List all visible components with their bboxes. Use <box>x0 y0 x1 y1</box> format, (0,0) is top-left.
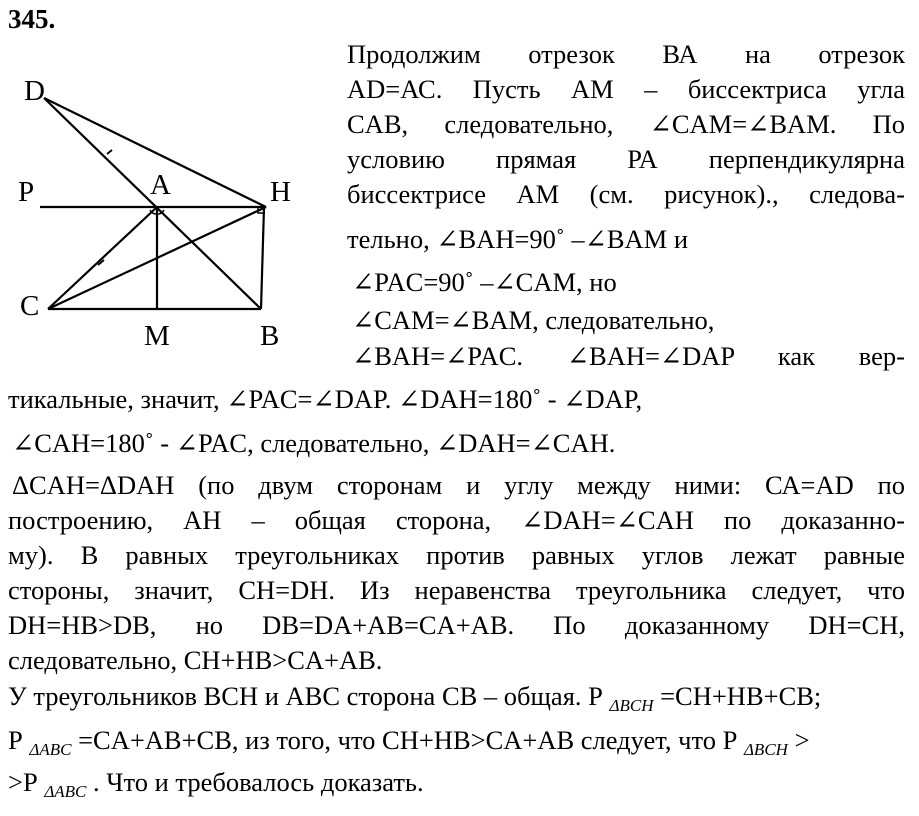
text-line-6: тельно, ∠BAH=90˚ –∠BAM и <box>347 224 689 254</box>
subscript-bch: ΔBCH <box>609 696 654 715</box>
text-line-18 <box>8 680 905 722</box>
label-P: P <box>18 176 35 208</box>
text-line-19 <box>8 724 905 766</box>
text-line-18-b: =CH+HB+CB; <box>660 681 822 711</box>
label-H: H <box>270 176 291 208</box>
subscript-abc: ΔABC <box>29 740 72 759</box>
segment-HB <box>261 207 264 309</box>
text-line-8: ∠CAM=∠BAM, следовательно, <box>352 305 715 335</box>
text-line-7: ∠PAC=90˚ –∠CAM, но <box>352 267 617 297</box>
label-A: A <box>150 169 171 201</box>
text-line-12: ΔCAH=ΔDAH (по двум сторонам и углу между ними: СА=AD по <box>12 470 905 500</box>
text-line-14: му). В равных треугольниках против равных углов лежат равные <box>8 540 905 570</box>
subscript-abc-2: ΔABC <box>44 782 87 801</box>
text-line-5: биссектрисе АМ (см. рисунок)., следова- <box>347 179 905 209</box>
subscript-bch-2: ΔBCH <box>743 740 788 759</box>
text-line-11: ∠CAH=180˚ - ∠PAC, следовательно, ∠DAH=∠CAH. <box>12 428 616 458</box>
text-line-20-b: . Что и требовалось доказать. <box>93 767 424 797</box>
text-line-17: следовательно, CH+HB>CA+AB. <box>8 645 383 675</box>
text-line-19-a: Р <box>8 725 23 755</box>
text-line-13: построению, АН – общая сторона, ∠DAH=∠CAH по доказанно- <box>8 505 905 535</box>
text-line-19-c: > <box>794 725 810 755</box>
segment-DB <box>44 98 261 309</box>
segment-AC <box>48 207 157 309</box>
text-line-3: CAB, следовательно, ∠CAM=∠BAM. По <box>347 109 905 139</box>
label-C: C <box>20 290 40 322</box>
text-line-1: Продолжим отрезок ВА на отрезок <box>347 39 905 69</box>
text-line-9: ∠BAH=∠PAC. ∠BAH=∠DAP как вер- <box>352 341 905 371</box>
label-D: D <box>24 75 45 107</box>
problem-number: 345. <box>8 4 56 34</box>
text-line-20-a: >Р <box>8 767 38 797</box>
text-line-10: тикальные, значит, ∠PAC=∠DAP. ∠DAH=180˚ - ∠DAP, <box>8 384 643 414</box>
geometry-figure <box>10 70 310 360</box>
text-line-4: условию прямая РА перпендикулярна <box>347 144 905 174</box>
tick-AD <box>107 150 112 154</box>
text-line-20 <box>8 766 424 808</box>
label-B: B <box>260 320 280 352</box>
text-line-16: DH=HB>DB, но DB=DA+AB=CA+AB. По доказанному DH=CH, <box>8 610 905 640</box>
text-line-2: AD=АС. Пусть АМ – биссектриса угла <box>347 74 905 104</box>
label-M: M <box>144 320 170 352</box>
text-line-19-b: =CA+AB+CB, из того, что CH+HB>CA+AB следует, что Р <box>78 725 738 755</box>
text-line-18-a: У треугольников ВСН и АВС сторона СВ – общая. Р <box>8 681 603 711</box>
text-line-15: стороны, значит, CH=DH. Из неравенства треугольника следует, что <box>8 575 905 605</box>
